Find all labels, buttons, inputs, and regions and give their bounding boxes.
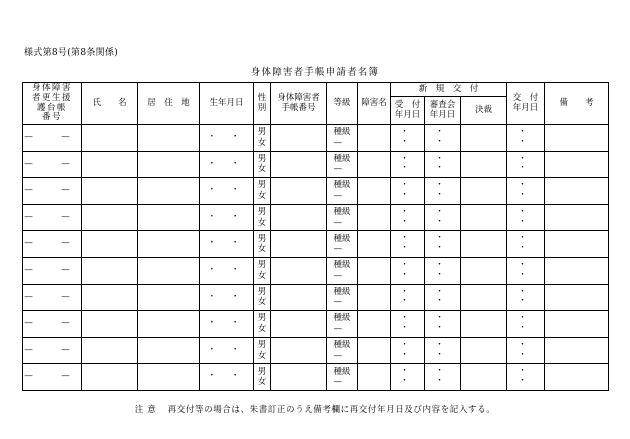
date-dots: ・ ・ [518,127,533,147]
issue-date-cell[interactable] [507,178,545,205]
footer-note [0,403,630,415]
table-row [23,151,609,178]
header-gender [254,83,271,125]
date-dots: ・ ・ [435,180,450,201]
header-grade: 等級 [327,83,358,125]
date-dots: ・ ・ [207,131,246,142]
grade-cell[interactable] [327,151,358,178]
birth-date-cell[interactable] [200,311,254,338]
grade-text [333,234,350,255]
issue-date-cell[interactable] [507,258,545,285]
gender-female: 女 [257,270,267,281]
grade-label: 種級 [333,313,351,324]
grade-text [333,127,350,148]
address-cell[interactable] [138,284,200,311]
date-dots: ・ ・ [518,233,533,254]
date-dots: ・ ・ [400,339,415,360]
grade-dash: — [333,297,342,308]
birth-date-cell[interactable] [200,284,254,311]
gender-options [258,234,267,255]
grade-label: 種級 [333,127,351,138]
remarks-cell[interactable] [545,178,609,205]
disability-name-cell[interactable] [358,258,391,285]
handbook-number-cell[interactable] [271,178,327,205]
header-handbook-line: 身体障害者 [277,92,320,103]
header-handbook-number [271,83,327,125]
header-received-line: 受 付 [394,99,421,110]
header-ledger-line: 者更生援 [31,92,72,103]
date-dots: ・ ・ [435,339,450,360]
grade-text [333,287,350,308]
received-date-cell[interactable] [391,178,425,205]
gender-female: 女 [257,164,267,175]
gender-female: 女 [257,377,267,388]
date-dots: ・ ・ [400,286,415,307]
header-new-issue: 新 規 交 付 [391,83,507,97]
header-ledger-line: 護台帳 [36,102,67,113]
grade-text [333,180,350,201]
remarks-cell[interactable] [545,284,609,311]
council-date-cell[interactable] [425,204,461,231]
decision-cell[interactable] [461,258,507,285]
date-dots: ・ ・ [207,344,246,355]
decision-cell[interactable] [461,178,507,205]
remarks-cell[interactable] [545,125,609,152]
date-dots: ・ ・ [400,366,415,387]
gender-options [258,367,267,388]
gender-cell[interactable] [254,258,271,285]
gender-female: 女 [257,323,267,334]
ledger-dashes: — — [24,185,80,196]
address-cell[interactable] [138,151,200,178]
ledger-number-cell[interactable] [23,364,82,391]
gender-male: 男 [257,313,267,324]
issue-date-cell[interactable] [507,151,545,178]
handbook-number-cell[interactable] [271,311,327,338]
date-dots: ・ ・ [518,313,533,334]
birth-date-cell[interactable] [200,151,254,178]
grade-label: 種級 [333,260,351,271]
table-row [23,204,609,231]
issue-date-cell[interactable] [507,204,545,231]
grade-dash: — [333,137,342,148]
ledger-number-cell[interactable] [23,284,82,311]
grade-cell[interactable] [327,337,358,364]
gender-options [258,180,267,201]
grade-cell[interactable] [327,231,358,258]
disability-name-cell[interactable] [358,284,391,311]
date-dots: ・ ・ [435,206,450,227]
grade-dash: — [333,244,342,255]
disability-name-cell[interactable] [358,204,391,231]
decision-cell[interactable] [461,204,507,231]
grade-label: 種級 [333,366,351,377]
gender-male: 男 [257,206,267,217]
decision-cell[interactable] [461,284,507,311]
handbook-number-cell[interactable] [271,151,327,178]
date-dots: ・ ・ [207,291,246,302]
gender-male: 男 [257,260,267,271]
gender-male: 男 [257,366,267,377]
header-issue-date [507,83,545,125]
ledger-number-cell[interactable] [23,337,82,364]
gender-options [258,207,267,228]
date-dots: ・ ・ [400,180,415,201]
header-name: 氏 名 [82,83,138,125]
gender-female: 女 [257,297,267,308]
date-dots: ・ ・ [518,339,533,360]
council-date-cell[interactable] [425,178,461,205]
header-ledger-number [23,83,82,125]
gender-female: 女 [257,217,267,228]
disability-name-cell[interactable] [358,151,391,178]
date-dots: ・ ・ [435,127,450,147]
council-date-cell[interactable] [425,284,461,311]
received-date-cell[interactable] [391,204,425,231]
address-cell[interactable] [138,125,200,152]
birth-date-cell[interactable] [200,204,254,231]
decision-cell[interactable] [461,364,507,391]
ledger-dashes: — — [24,211,80,222]
date-dots: ・ ・ [400,206,415,227]
handbook-number-cell[interactable] [271,125,327,152]
handbook-number-cell[interactable] [271,364,327,391]
header-council-date [425,97,461,125]
received-date-cell[interactable] [391,364,425,391]
gender-options [258,127,267,148]
issue-date-cell[interactable] [507,284,545,311]
grade-cell[interactable] [327,284,358,311]
grade-cell[interactable] [327,125,358,152]
header-row-top [23,83,609,97]
ledger-number-cell[interactable] [23,231,82,258]
date-dots: ・ ・ [435,233,450,254]
grade-dash: — [333,377,342,388]
address-cell[interactable] [138,337,200,364]
date-dots: ・ ・ [400,153,415,174]
issue-date-cell[interactable] [507,125,545,152]
date-dots: ・ ・ [207,158,246,169]
gender-male: 男 [257,233,267,244]
gender-male: 男 [257,180,267,191]
grade-label: 種級 [333,233,351,244]
ledger-dashes: — — [24,238,80,249]
gender-male: 男 [257,286,267,297]
address-cell[interactable] [138,311,200,338]
date-dots: ・ ・ [400,127,415,147]
grade-dash: — [333,217,342,228]
grade-text [333,154,350,175]
table-row [23,178,609,205]
grade-cell[interactable] [327,364,358,391]
note-text: 再交付等の場合は、朱書訂正のうえ備考欄に再交付年月日及び内容を記入する。 [167,405,496,415]
decision-cell[interactable] [461,151,507,178]
ledger-dashes: — — [24,371,80,382]
decision-cell[interactable] [461,231,507,258]
date-dots: ・ ・ [207,371,246,382]
ledger-number-cell[interactable] [23,178,82,205]
gender-options [258,287,267,308]
date-dots: ・ ・ [518,206,533,227]
date-dots: ・ ・ [435,260,450,280]
gender-female: 女 [257,190,267,201]
header-issue-line: 交 付 [512,92,539,103]
council-date-cell[interactable] [425,364,461,391]
decision-cell[interactable] [461,311,507,338]
name-cell[interactable] [82,311,138,338]
date-dots: ・ ・ [518,153,533,174]
name-cell[interactable] [82,231,138,258]
gender-cell[interactable] [254,284,271,311]
header-gender-line: 性 [257,92,267,103]
received-date-cell[interactable] [391,311,425,338]
issue-date-cell[interactable] [507,311,545,338]
ledger-number-cell[interactable] [23,258,82,285]
birth-date-cell[interactable] [200,125,254,152]
header-received-date [391,97,425,125]
gender-options [258,313,267,334]
header-ledger-line: 番号 [41,112,62,123]
birth-date-cell[interactable] [200,364,254,391]
ledger-dashes: — — [24,264,80,275]
gender-cell[interactable] [254,151,271,178]
handbook-number-cell[interactable] [271,258,327,285]
header-decision: 決裁 [461,97,507,125]
date-dots: ・ ・ [207,211,246,222]
header-issue-line: 年月日 [512,102,539,113]
disability-name-cell[interactable] [358,311,391,338]
address-cell[interactable] [138,178,200,205]
name-cell[interactable] [82,337,138,364]
council-date-cell[interactable] [425,231,461,258]
remarks-cell[interactable] [545,364,609,391]
date-dots: ・ ・ [435,286,450,307]
received-date-cell[interactable] [391,151,425,178]
council-date-cell[interactable] [425,125,461,152]
gender-female: 女 [257,137,267,148]
grade-dash: — [333,323,342,334]
grade-dash: — [333,350,342,361]
header-gender-line: 別 [257,102,267,113]
header-handbook-line: 手帳番号 [281,102,316,113]
date-dots: ・ ・ [207,318,246,329]
gender-male: 男 [257,127,267,138]
ledger-number-cell[interactable] [23,125,82,152]
ledger-dashes: — — [24,131,80,142]
gender-options [258,340,267,361]
date-dots: ・ ・ [207,238,246,249]
birth-date-cell[interactable] [200,231,254,258]
received-date-cell[interactable] [391,258,425,285]
council-date-cell[interactable] [425,311,461,338]
table-row [23,258,609,285]
handbook-number-cell[interactable] [271,231,327,258]
gender-male: 男 [257,153,267,164]
date-dots: ・ ・ [400,260,415,280]
disability-name-cell[interactable] [358,125,391,152]
grade-text [333,260,350,281]
gender-cell[interactable] [254,311,271,338]
birth-date-cell[interactable] [200,258,254,285]
grade-dash: — [333,190,342,201]
name-cell[interactable] [82,151,138,178]
council-date-cell[interactable] [425,258,461,285]
remarks-cell[interactable] [545,258,609,285]
gender-cell[interactable] [254,337,271,364]
header-birth-date: 生年月日 [200,83,254,125]
name-cell[interactable] [82,125,138,152]
name-cell[interactable] [82,178,138,205]
gender-male: 男 [257,339,267,350]
grade-text [333,340,350,361]
issue-date-cell[interactable] [507,364,545,391]
grade-label: 種級 [333,180,351,191]
remarks-cell[interactable] [545,151,609,178]
gender-options [258,260,267,281]
grade-text [333,313,350,334]
table-row [23,337,609,364]
date-dots: ・ ・ [400,233,415,254]
disability-name-cell[interactable] [358,337,391,364]
received-date-cell[interactable] [391,231,425,258]
grade-label: 種級 [333,339,351,350]
gender-cell[interactable] [254,364,271,391]
gender-cell[interactable] [254,125,271,152]
header-disability-name: 障害名 [358,83,391,125]
remarks-cell[interactable] [545,204,609,231]
ledger-dashes: — — [24,318,80,329]
council-date-cell[interactable] [425,151,461,178]
grade-label: 種級 [333,153,351,164]
document-title: 身体障害者手帳申請者名簿 [250,67,380,78]
disability-name-cell[interactable] [358,231,391,258]
table-row [23,284,609,311]
name-cell[interactable] [82,364,138,391]
address-cell[interactable] [138,258,200,285]
date-dots: ・ ・ [400,313,415,334]
note-label: 注意 [134,405,160,415]
ledger-number-cell[interactable] [23,204,82,231]
grade-label: 種級 [333,206,351,217]
grade-cell[interactable] [327,204,358,231]
date-dots: ・ ・ [207,264,246,275]
grade-text [333,367,350,388]
table-row [23,231,609,258]
council-date-cell[interactable] [425,337,461,364]
birth-date-cell[interactable] [200,178,254,205]
header-received-line: 年月日 [394,109,421,120]
birth-date-cell[interactable] [200,337,254,364]
gender-options [258,154,267,175]
header-address: 居 住 地 [138,83,200,125]
date-dots: ・ ・ [435,366,450,387]
remarks-cell[interactable] [545,337,609,364]
grade-text [333,207,350,228]
issue-date-cell[interactable] [507,231,545,258]
ledger-number-cell[interactable] [23,311,82,338]
grade-cell[interactable] [327,178,358,205]
table-row [23,125,609,152]
gender-female: 女 [257,244,267,255]
table-row [23,311,609,338]
address-cell[interactable] [138,204,200,231]
grade-cell[interactable] [327,258,358,285]
date-dots: ・ ・ [518,260,533,280]
header-council-line: 審査会 [429,99,456,110]
handbook-number-cell[interactable] [271,204,327,231]
date-dots: ・ ・ [518,366,533,387]
grade-dash: — [333,270,342,281]
decision-cell[interactable] [461,337,507,364]
date-dots: ・ ・ [518,180,533,201]
address-cell[interactable] [138,364,200,391]
address-cell[interactable] [138,231,200,258]
issue-date-cell[interactable] [507,337,545,364]
date-dots: ・ ・ [435,313,450,334]
remarks-cell[interactable] [545,311,609,338]
date-dots: ・ ・ [207,185,246,196]
ledger-dashes: — — [24,158,80,169]
name-cell[interactable] [82,204,138,231]
ledger-dashes: — — [24,344,80,355]
gender-female: 女 [257,350,267,361]
received-date-cell[interactable] [391,125,425,152]
grade-label: 種級 [333,286,351,297]
gender-cell[interactable] [254,204,271,231]
grade-dash: — [333,164,342,175]
disability-name-cell[interactable] [358,178,391,205]
decision-cell[interactable] [461,125,507,152]
received-date-cell[interactable] [391,284,425,311]
date-dots: ・ ・ [518,286,533,307]
gender-cell[interactable] [254,231,271,258]
ledger-number-cell[interactable] [23,151,82,178]
applicant-register-table [22,82,609,391]
date-dots: ・ ・ [435,153,450,174]
form-number: 様式第8号(第8条関係) [24,48,119,58]
disability-name-cell[interactable] [358,364,391,391]
header-council-line: 年月日 [429,109,456,120]
remarks-cell[interactable] [545,231,609,258]
received-date-cell[interactable] [391,337,425,364]
name-cell[interactable] [82,284,138,311]
table-row [23,364,609,391]
handbook-number-cell[interactable] [271,337,327,364]
grade-cell[interactable] [327,311,358,338]
name-cell[interactable] [82,258,138,285]
handbook-number-cell[interactable] [271,284,327,311]
header-remarks: 備 考 [545,83,609,125]
gender-cell[interactable] [254,178,271,205]
header-ledger-line: 身体障害 [31,83,72,93]
ledger-dashes: — — [24,291,80,302]
